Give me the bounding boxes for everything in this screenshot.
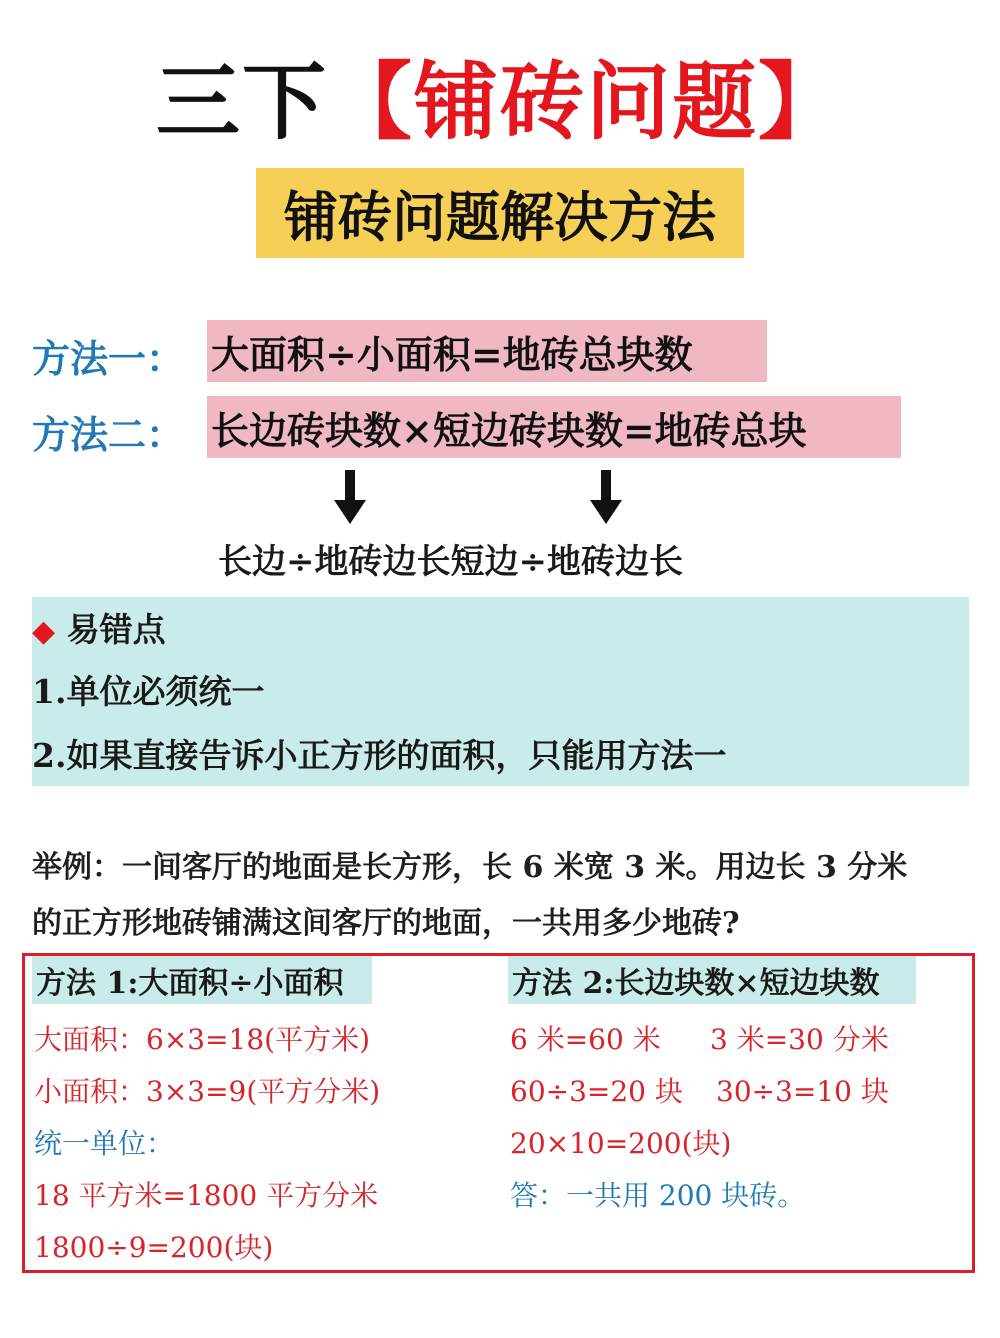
method-two-label: 方法二： xyxy=(32,412,185,457)
method-two-formula: 长边砖块数×短边砖块数=地砖总块 xyxy=(207,396,901,458)
title-prefix: 三下 xyxy=(155,53,328,151)
mistakes-heading-text: 易错点 xyxy=(66,610,166,649)
page-title xyxy=(0,52,1000,152)
example-line: 的正方形地砖铺满这间客厅的地面，一共用多少地砖? xyxy=(32,906,740,941)
solution-step: 18 平方米=1800 平方分米 xyxy=(34,1179,379,1212)
method-one-label: 方法一： xyxy=(32,336,185,381)
method-1-heading: 方法 1:大面积÷小面积 xyxy=(32,956,372,1004)
solution-step: 1800÷9=200(块) xyxy=(34,1231,274,1264)
example-line: 举例：一间客厅的地面是长方形，长 6 米宽 3 米。用边长 3 分米 xyxy=(32,850,908,885)
arrow-down-icon xyxy=(586,470,626,526)
subtitle: 铺砖问题解决方法 xyxy=(256,168,744,258)
solution-step: 统一单位： xyxy=(34,1127,175,1160)
answer: 答：一共用 200 块砖。 xyxy=(510,1179,806,1212)
solution-step: 3 米=30 分米 xyxy=(710,1023,889,1056)
long-side-formula: 长边÷地砖边长 xyxy=(218,542,451,582)
solution-step: 大面积：6×3=18(平方米) xyxy=(34,1023,371,1056)
solution-step: 20×10=200(块) xyxy=(510,1127,732,1160)
mistakes-heading xyxy=(32,604,166,651)
solution-step: 6 米=60 米 xyxy=(510,1023,661,1056)
method-2-heading: 方法 2:长边块数×短边块数 xyxy=(508,956,916,1004)
solution-step: 60÷3=20 块 xyxy=(510,1075,683,1108)
diamond-icon: ◆ xyxy=(32,614,56,649)
method-one-formula: 大面积÷小面积=地砖总块数 xyxy=(207,320,767,382)
title-topic: 【铺砖问题】 xyxy=(328,53,845,151)
short-side-formula: 短边÷地砖边长 xyxy=(450,542,683,582)
solution-step: 30÷3=10 块 xyxy=(716,1075,889,1108)
mistake-item: 2.如果直接告诉小正方形的面积，只能用方法一 xyxy=(32,736,727,775)
arrow-down-icon xyxy=(330,470,370,526)
sub-formulas xyxy=(218,534,683,583)
mistake-item: 1.单位必须统一 xyxy=(32,672,265,711)
solution-step: 小面积：3×3=9(平方分米) xyxy=(34,1075,381,1108)
